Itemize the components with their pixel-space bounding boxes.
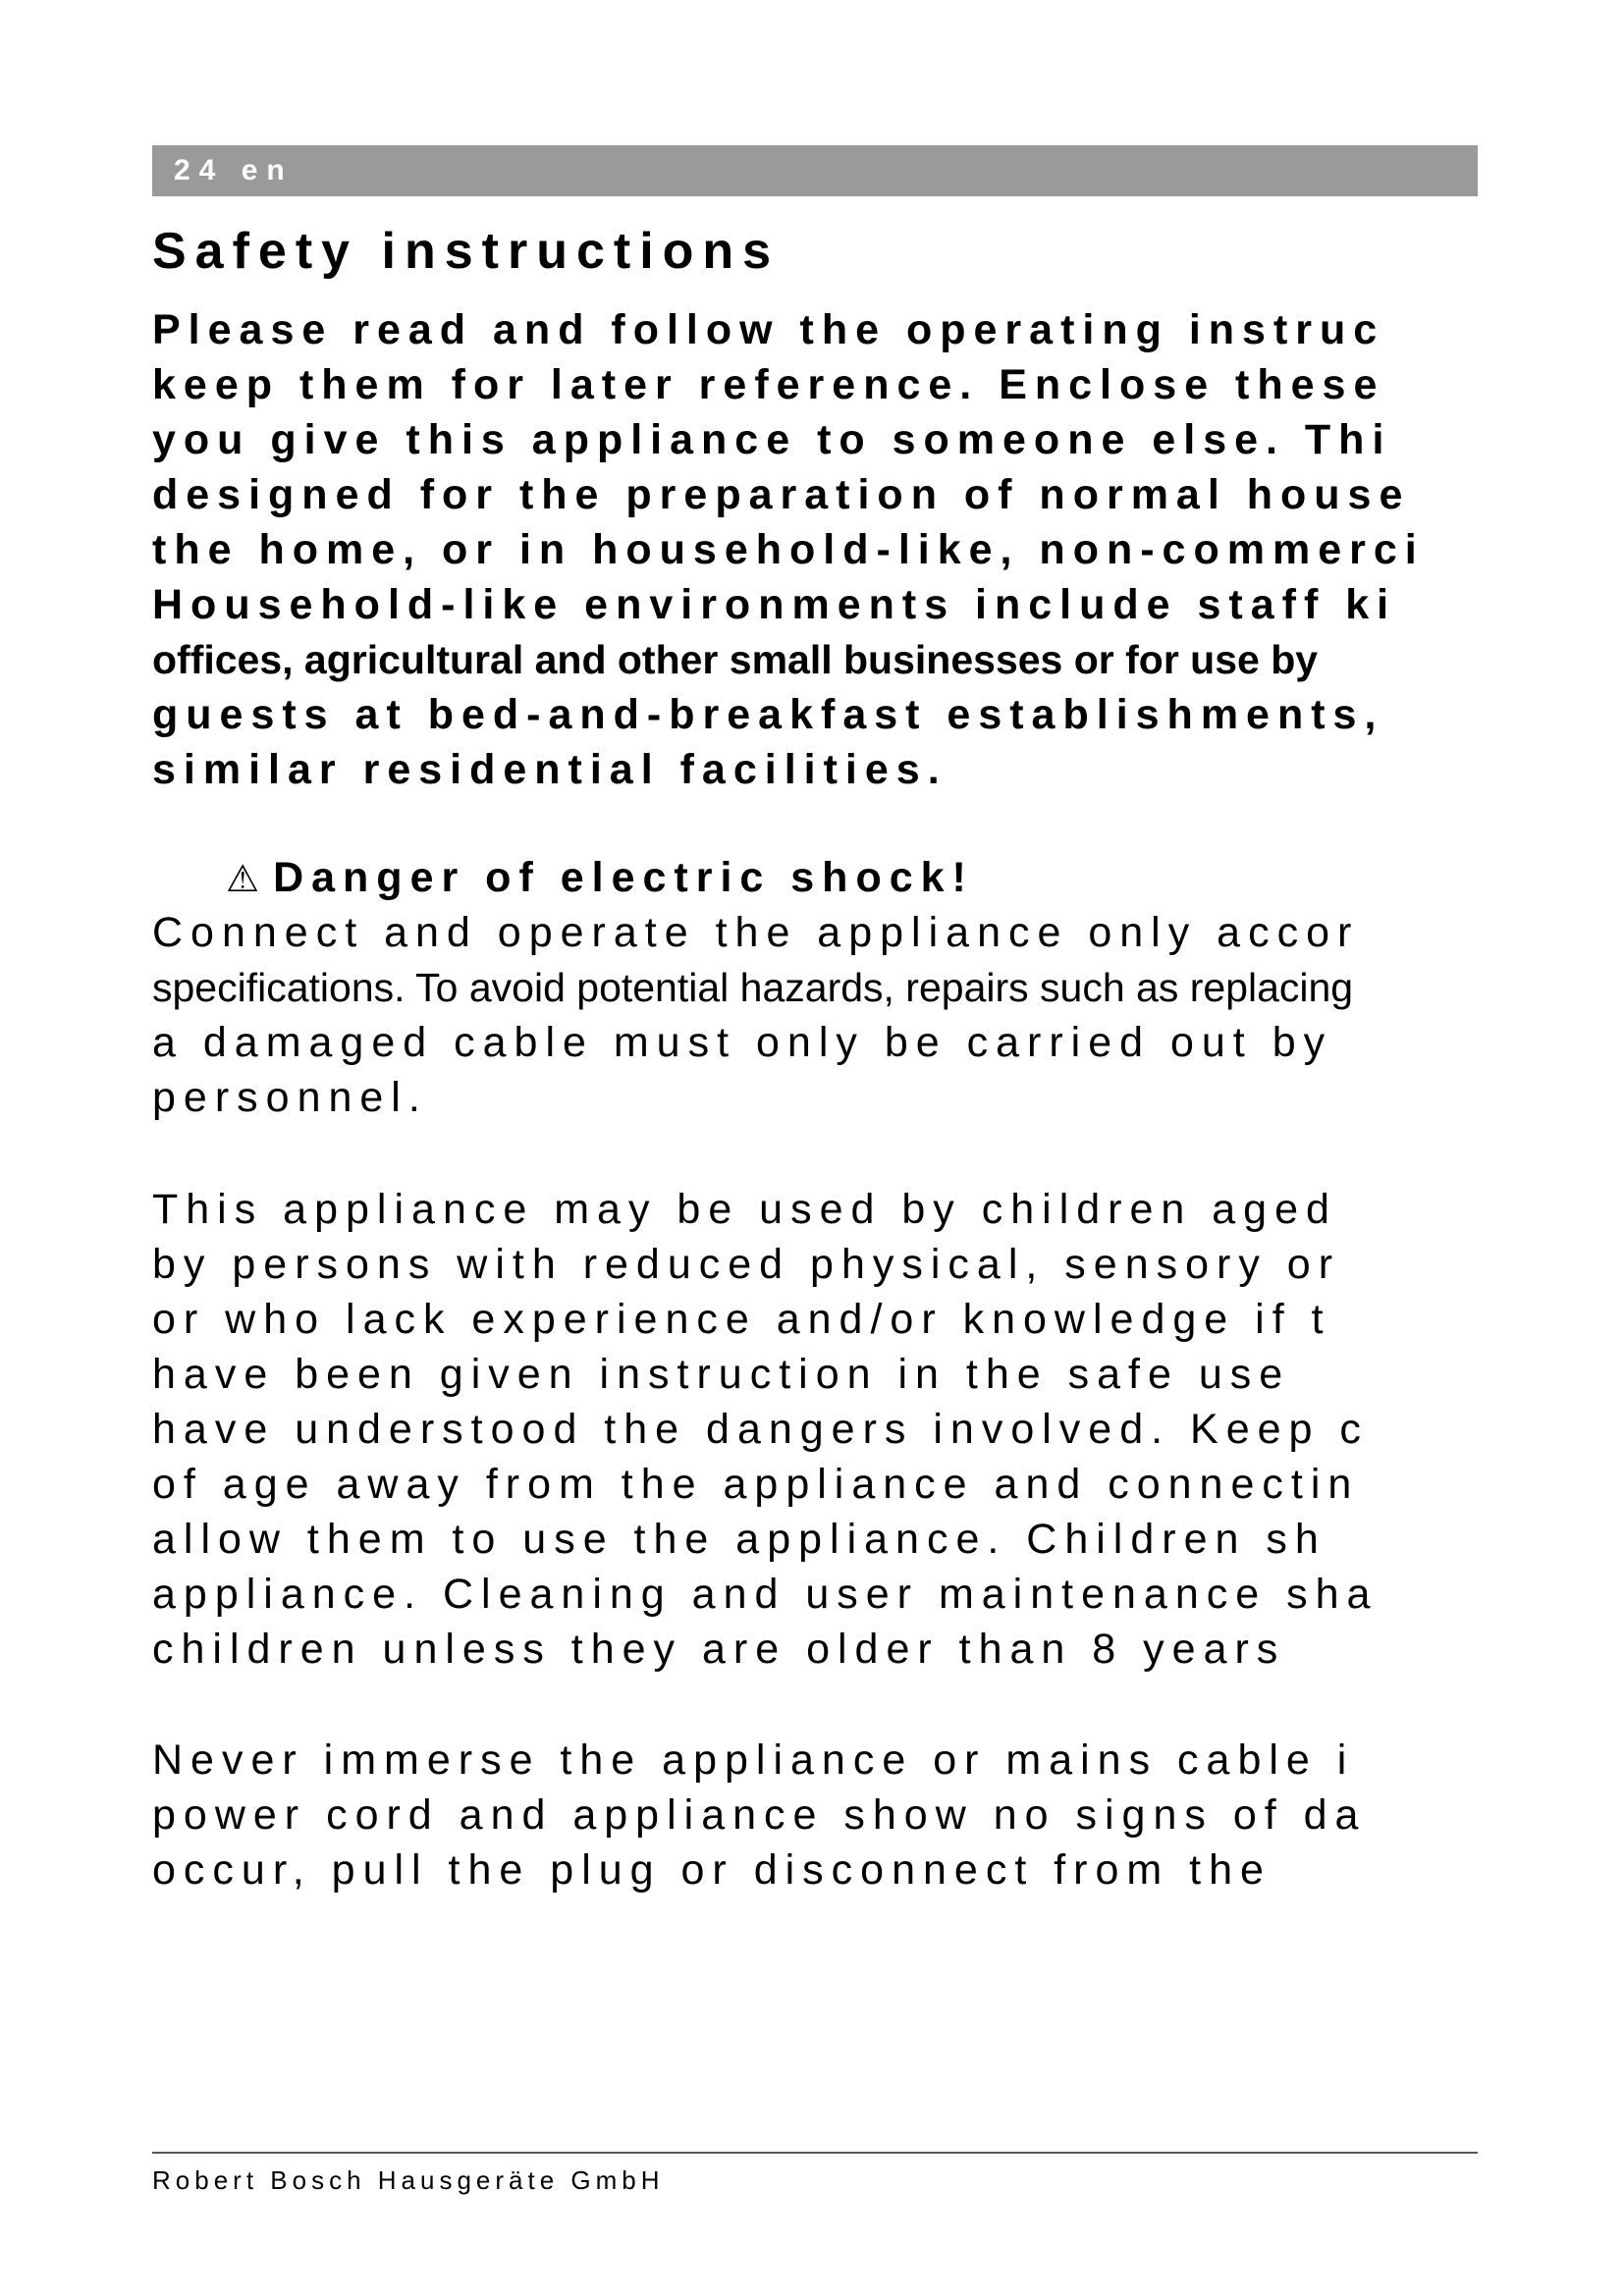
warning-heading-text: Danger of electric shock! bbox=[273, 854, 974, 901]
warning-line: a damaged cable must only be carried out by bbox=[152, 1019, 1333, 1066]
footer-company: Robert Bosch Hausgeräte GmbH bbox=[152, 2165, 665, 2195]
warning-line: Connect and operate the appliance only accor bbox=[152, 909, 1360, 956]
children-line: by persons with reduced physical, sensory or bbox=[152, 1241, 1341, 1288]
immerse-line: power cord and appliance show no signs of da bbox=[152, 1791, 1367, 1839]
children-line: have been given instruction in the safe use bbox=[152, 1351, 1291, 1398]
electric-shock-warning bbox=[152, 850, 1586, 1125]
children-line: have understood the dangers involved. Keep c bbox=[152, 1406, 1369, 1453]
page-title: Safety instructions bbox=[152, 223, 781, 280]
children-paragraph bbox=[152, 1182, 1586, 1677]
immerse-line: Never immerse the appliance or mains cable i bbox=[152, 1736, 1355, 1784]
page-number-label: 24 en bbox=[174, 154, 294, 187]
children-line: allow them to use the appliance. Children sh bbox=[152, 1516, 1326, 1563]
children-line: or who lack experience and/or knowledge if t bbox=[152, 1296, 1331, 1343]
warning-line: specifications. To avoid potential hazards, repairs such as replacing bbox=[152, 965, 1354, 1010]
warning-triangle-icon: ⚠ bbox=[226, 859, 260, 900]
intro-line: Please read and follow the operating instruc bbox=[152, 306, 1385, 353]
children-line: children unless they are older than 8 years bbox=[152, 1626, 1286, 1673]
intro-line: guests at bed-and-breakfast establishments, bbox=[152, 691, 1384, 738]
children-line: This appliance may be used by children aged bbox=[152, 1186, 1337, 1233]
intro-line: you give this appliance to someone else. Thi bbox=[152, 416, 1392, 463]
intro-line: keep them for later reference. Enclose these bbox=[152, 361, 1385, 408]
intro-line: similar residential facilities. bbox=[152, 746, 947, 793]
footer-divider bbox=[152, 2152, 1478, 2154]
immerse-line: occur, pull the plug or disconnect from the bbox=[152, 1846, 1272, 1894]
warning-heading bbox=[152, 850, 1586, 905]
children-line: appliance. Cleaning and user maintenance sha bbox=[152, 1571, 1379, 1618]
warning-line: personnel. bbox=[152, 1074, 428, 1121]
intro-line: designed for the preparation of normal house bbox=[152, 471, 1411, 518]
intro-line: the home, or in household-like, non-commerci bbox=[152, 526, 1425, 573]
immersion-paragraph bbox=[152, 1733, 1586, 1897]
intro-paragraph bbox=[152, 302, 1586, 797]
intro-line: offices, agricultural and other small businesses or for use by bbox=[152, 637, 1319, 682]
page-header-bar bbox=[152, 145, 1478, 196]
intro-line: Household-like environments include staff ki bbox=[152, 581, 1397, 628]
children-line: of age away from the appliance and connectin bbox=[152, 1461, 1360, 1508]
